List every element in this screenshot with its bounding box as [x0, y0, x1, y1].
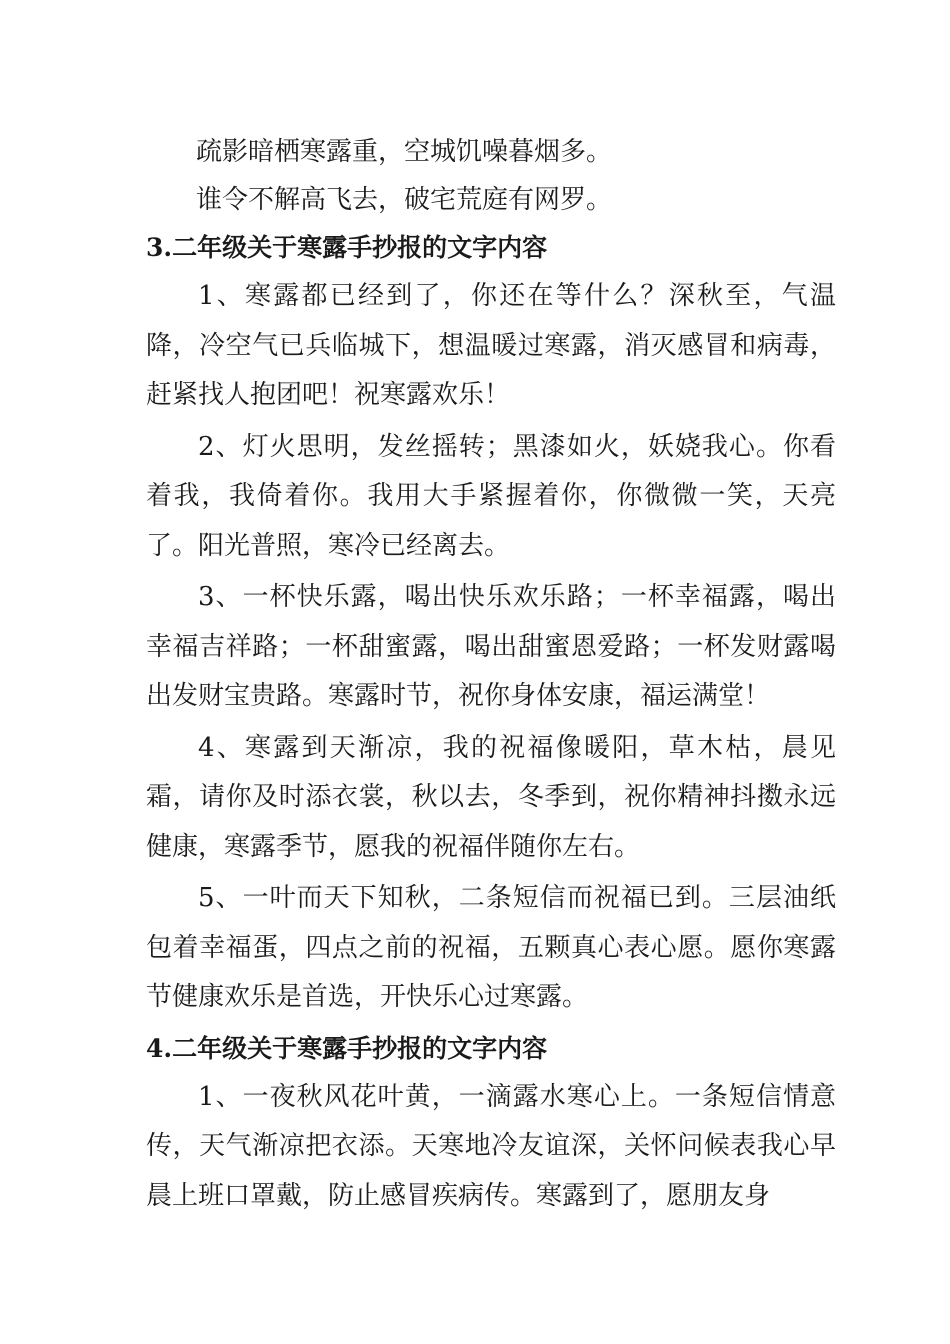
paragraph: 1、寒露都已经到了，你还在等什么？深秋至，气温降，冷空气已兵临城下，想温暖过寒露，消灭感冒和病毒，赶紧找人抱团吧！祝寒露欢乐！ [146, 281, 836, 410]
section-heading: 4.二年级关于寒露手抄报的文字内容 [146, 1033, 548, 1063]
paragraph: 3、一杯快乐露，喝出快乐欢乐路；一杯幸福露，喝出幸福吉祥路；一杯甜蜜露，喝出甜蜜恩爱路；一杯发财露喝出发财宝贵路。寒露时节，祝你身体安康，福运满堂！ [146, 582, 836, 711]
paragraph: 4、寒露到天渐凉，我的祝福像暖阳，草木枯，晨见霜，请你及时添衣裳，秋以去，冬季到，祝你精神抖擞永远健康，寒露季节，愿我的祝福伴随你左右。 [146, 732, 836, 862]
section-heading: 3.二年级关于寒露手抄报的文字内容 [146, 233, 548, 262]
paragraph: 1、一夜秋风花叶黄，一滴露水寒心上。一条短信情意传，天气渐凉把衣添。天寒地冷友谊深，关怀问候表我心早晨上班口罩戴，防止感冒疾病传。寒露到了，愿朋友身 [146, 1081, 836, 1211]
paragraph: 5、一叶而天下知秋，二条短信而祝福已到。三层油纸包着幸福蛋，四点之前的祝福，五颗真心表心愿。愿你寒露节健康欢乐是首选，开快乐心过寒露。 [146, 883, 836, 1012]
poem-line: 谁令不解高飞去，破宅荒庭有网罗。 [196, 185, 613, 215]
paragraph: 2、灯火思明，发丝摇转；黑漆如火，妖娆我心。你看着我，我倚着你。我用大手紧握着你，你微微一笑，天亮了。阳光普照，寒冷已经离去。 [146, 431, 836, 561]
poem-line: 疏影暗栖寒露重，空城饥噪暮烟多。 [196, 137, 613, 167]
document-body [146, 128, 836, 1223]
